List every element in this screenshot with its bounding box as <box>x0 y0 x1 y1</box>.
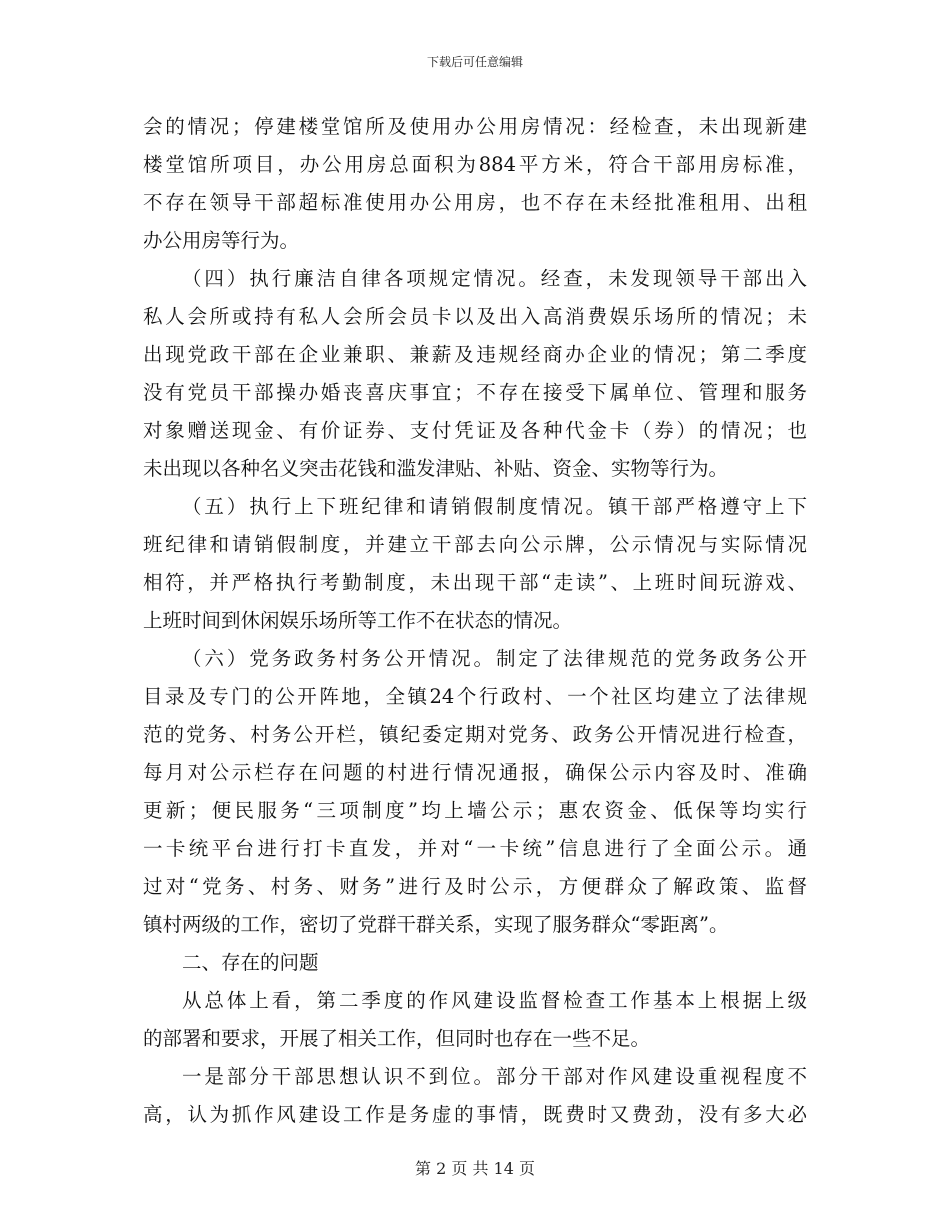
text-line: 私人会所或持有私人会所会员卡以及出入高消费娱乐场所的情况；未 <box>143 305 807 328</box>
page-header: 下载后可任意编辑 <box>426 55 523 69</box>
text-line: 范的党务、村务公开栏，镇纪委定期对党务、政务公开情况进行检查， <box>143 723 807 746</box>
text-line: （六）党务政务村务公开情况。制定了法律规范的党务政务公开 <box>182 647 807 670</box>
document-body <box>143 108 807 1134</box>
text-line: 一卡统平台进行打卡直发，并对“一卡统”信息进行了全面公示。通 <box>143 837 807 860</box>
text-line: （四）执行廉洁自律各项规定情况。经查，未发现领导干部出入 <box>182 267 807 290</box>
text-line: 出现党政干部在企业兼职、兼薪及违规经商办企业的情况；第二季度 <box>143 343 807 366</box>
text-line: 高，认为抓作风建设工作是务虚的事情，既费时又费劲，没有多大必 <box>143 1103 807 1126</box>
text-line: 会的情况；停建楼堂馆所及使用办公用房情况：经检查，未出现新建 <box>143 115 807 138</box>
text-line: 办公用房等行为。 <box>143 229 300 252</box>
text-line: 从总体上看，第二季度的作风建设监督检查工作基本上根据上级 <box>182 989 807 1012</box>
text-line: （五）执行上下班纪律和请销假制度情况。镇干部严格遵守上下 <box>182 495 807 518</box>
text-line: 一是部分干部思想认识不到位。部分干部对作风建设重视程度不 <box>182 1065 807 1088</box>
text-line: 上班时间到休闲娱乐场所等工作不在状态的情况。 <box>143 609 573 632</box>
text-line: 过对“党务、村务、财务”进行及时公示，方便群众了解政策、监督 <box>143 875 807 898</box>
text-line: 更新；便民服务“三项制度”均上墙公示；惠农资金、低保等均实行 <box>143 799 807 822</box>
text-line: 未出现以各种名义突击花钱和滥发津贴、补贴、资金、实物等行为。 <box>143 457 729 480</box>
text-line: 目录及专门的公开阵地，全镇24个行政村、一个社区均建立了法律规 <box>143 685 807 708</box>
text-line: 对象赠送现金、有价证券、支付凭证及各种代金卡（券）的情况；也 <box>143 419 807 442</box>
text-line: 相符，并严格执行考勤制度，未出现干部“走读”、上班时间玩游戏、 <box>143 571 807 594</box>
text-line: 镇村两级的工作，密切了党群干群关系，实现了服务群众“零距离”。 <box>143 913 729 936</box>
text-line: 楼堂馆所项目，办公用房总面积为884平方米，符合干部用房标准， <box>143 153 807 176</box>
text-line: 的部署和要求，开展了相关工作，但同时也存在一些不足。 <box>143 1027 651 1050</box>
text-line: 班纪律和请销假制度，并建立干部去向公示牌，公示情况与实际情况 <box>143 533 807 556</box>
page-footer: 第 2 页 共 14 页 <box>415 1159 535 1178</box>
text-line: 二、存在的问题 <box>182 951 319 974</box>
text-line: 每月对公示栏存在问题的村进行情况通报，确保公示内容及时、准确 <box>143 761 807 784</box>
text-line: 没有党员干部操办婚丧喜庆事宜；不存在接受下属单位、管理和服务 <box>143 381 807 404</box>
text-line: 不存在领导干部超标准使用办公用房，也不存在未经批准租用、出租 <box>143 191 807 214</box>
